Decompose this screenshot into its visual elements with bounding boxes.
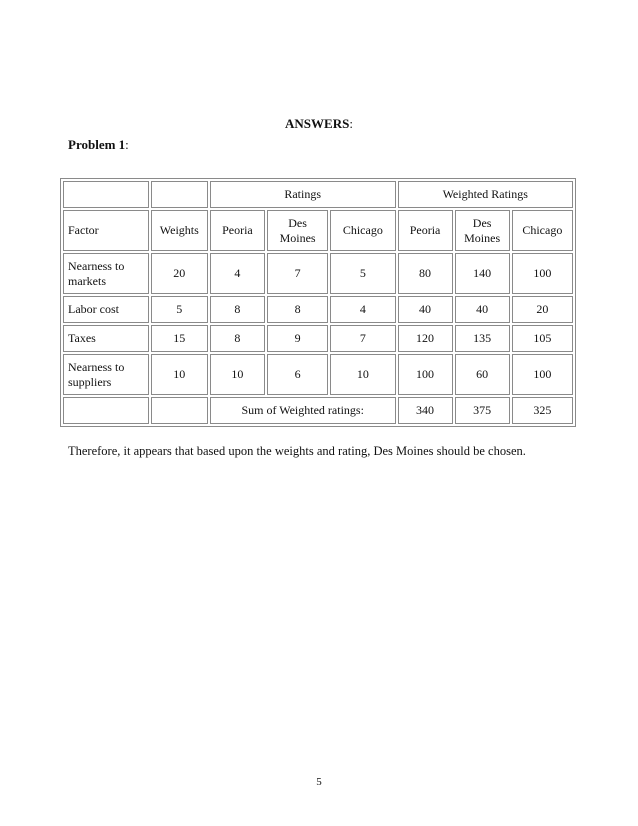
weight-cell: 15 — [151, 325, 208, 352]
column-header-chicago: Chicago — [330, 210, 395, 251]
factor-cell: Labor cost — [63, 296, 149, 323]
rating-cell: 5 — [330, 253, 395, 294]
column-header-peoria: Peoria — [210, 210, 265, 251]
weighted-rating-cell: 105 — [512, 325, 573, 352]
factor-cell: Taxes — [63, 325, 149, 352]
column-header-des-moines: Des Moines — [267, 210, 328, 251]
rating-cell: 4 — [210, 253, 265, 294]
table-column-header-row — [63, 210, 573, 251]
weighted-rating-cell: 100 — [512, 253, 573, 294]
empty-cell — [151, 397, 208, 424]
rating-cell: 9 — [267, 325, 328, 352]
sum-des-moines: 375 — [455, 397, 510, 424]
rating-cell: 7 — [330, 325, 395, 352]
rating-cell: 10 — [330, 354, 395, 395]
problem-label — [68, 137, 129, 153]
weighted-ratings-table — [60, 178, 576, 427]
problem-label-bold: Problem 1 — [68, 137, 126, 152]
factor-cell: Nearness to markets — [63, 253, 149, 294]
weight-cell: 5 — [151, 296, 208, 323]
sum-chicago: 325 — [512, 397, 573, 424]
weighted-rating-cell: 135 — [455, 325, 510, 352]
rating-cell: 6 — [267, 354, 328, 395]
weighted-rating-cell: 140 — [455, 253, 510, 294]
rating-cell: 7 — [267, 253, 328, 294]
table-group-header-row — [63, 181, 573, 208]
column-header-weighted-peoria: Peoria — [398, 210, 453, 251]
weight-cell: 20 — [151, 253, 208, 294]
sum-peoria: 340 — [398, 397, 453, 424]
weighted-rating-cell: 40 — [398, 296, 453, 323]
column-header-factor: Factor — [63, 210, 149, 251]
empty-cell — [63, 181, 149, 208]
weighted-ratings-group-header: Weighted Ratings — [398, 181, 574, 208]
weighted-rating-cell: 80 — [398, 253, 453, 294]
rating-cell: 8 — [210, 296, 265, 323]
problem-label-colon: : — [125, 137, 129, 152]
page-number: 5 — [316, 776, 322, 788]
answers-heading — [0, 116, 638, 132]
answers-heading-colon: : — [349, 116, 353, 131]
column-header-weighted-des-moines: Des Moines — [455, 210, 510, 251]
rating-cell: 8 — [210, 325, 265, 352]
weighted-rating-cell: 60 — [455, 354, 510, 395]
rating-cell: 8 — [267, 296, 328, 323]
column-header-weighted-chicago: Chicago — [512, 210, 573, 251]
weight-cell: 10 — [151, 354, 208, 395]
column-header-weights: Weights — [151, 210, 208, 251]
weighted-rating-cell: 40 — [455, 296, 510, 323]
empty-cell — [63, 397, 149, 424]
table-row — [63, 296, 573, 323]
answers-heading-bold: ANSWERS — [285, 116, 350, 131]
table-row — [63, 354, 573, 395]
weighted-rating-cell: 100 — [512, 354, 573, 395]
rating-cell: 10 — [210, 354, 265, 395]
conclusion-text: Therefore, it appears that based upon the weights and rating, Des Moines should be chosen. — [68, 444, 526, 458]
weighted-rating-cell: 100 — [398, 354, 453, 395]
factor-cell: Nearness to suppliers — [63, 354, 149, 395]
table-row — [63, 253, 573, 294]
empty-cell — [151, 181, 208, 208]
table-row — [63, 325, 573, 352]
sum-row — [63, 397, 573, 424]
rating-cell: 4 — [330, 296, 395, 323]
weighted-rating-cell: 20 — [512, 296, 573, 323]
ratings-group-header: Ratings — [210, 181, 396, 208]
weighted-rating-cell: 120 — [398, 325, 453, 352]
sum-label: Sum of Weighted ratings: — [210, 397, 396, 424]
